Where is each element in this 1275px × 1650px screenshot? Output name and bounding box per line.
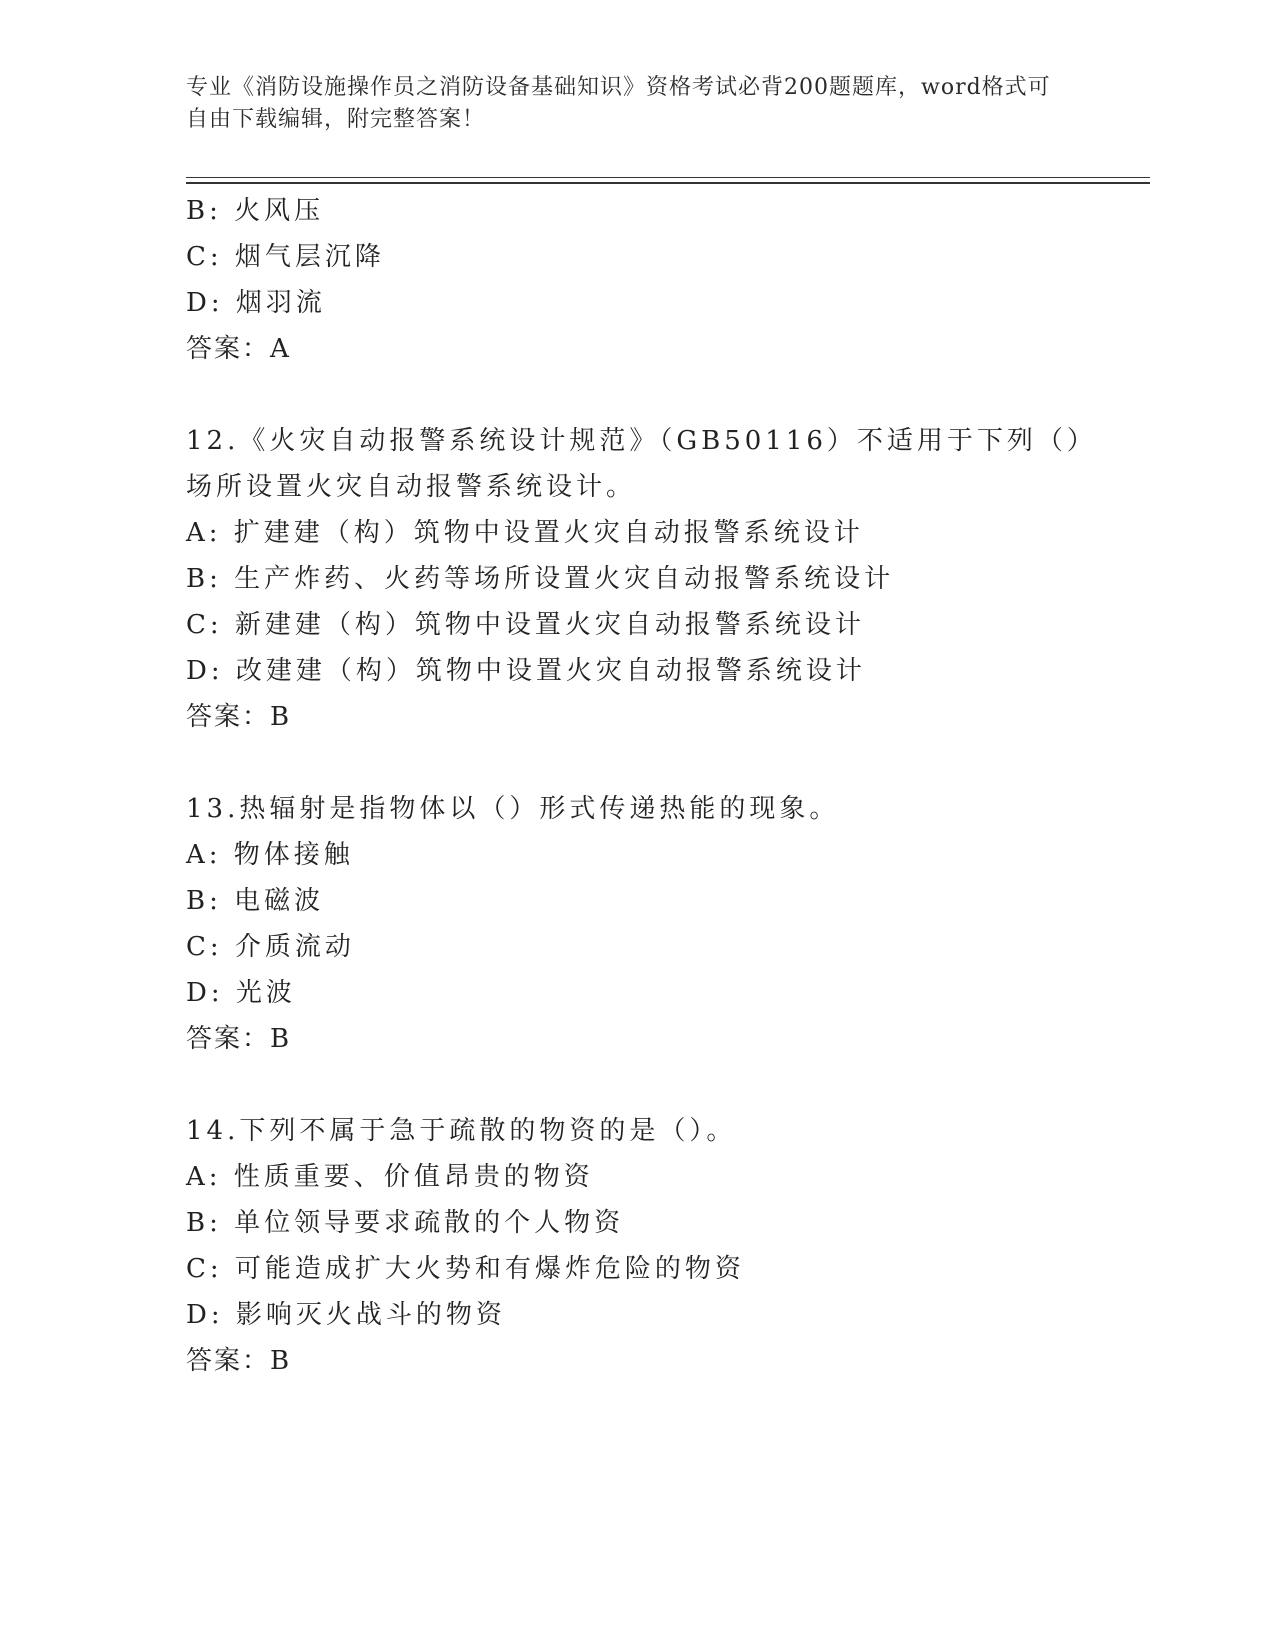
spacer — [186, 372, 1086, 418]
question-12 — [186, 418, 1086, 740]
spacer — [186, 1062, 1086, 1108]
option-b: B: 单位领导要求疏散的个人物资 — [186, 1208, 625, 1238]
document-header: 专业《消防设施操作员之消防设备基础知识》资格考试必背200题题库，word格式可自由下载编辑，附完整答案！ — [186, 75, 1051, 132]
question-stem: 14.下列不属于急于疏散的物资的是（）。 — [186, 1116, 737, 1146]
question-stem: 13.热辐射是指物体以（）形式传递热能的现象。 — [186, 794, 840, 824]
option-d: D: 影响灭火战斗的物资 — [186, 1300, 506, 1330]
option-b: B: 电磁波 — [186, 886, 325, 916]
spacer — [186, 740, 1086, 786]
option-d: D: 改建建（构）筑物中设置火灾自动报警系统设计 — [186, 656, 866, 686]
option-c: C: 新建建（构）筑物中设置火灾自动报警系统设计 — [186, 610, 865, 640]
option-c: C: 介质流动 — [186, 932, 355, 962]
option-a: A: 物体接触 — [186, 840, 354, 870]
option-d: D: 光波 — [186, 978, 296, 1008]
option-b: B: 火风压 — [186, 196, 325, 226]
answer-line: 答案：B — [186, 1346, 292, 1376]
question-stem: 12.《火灾自动报警系统设计规范》（GB50116）不适用于下列（）场所设置火灾自动报警系统设计。 — [186, 426, 1084, 502]
answer-line: 答案：B — [186, 702, 292, 732]
option-a: A: 性质重要、价值昂贵的物资 — [186, 1162, 594, 1192]
question-14 — [186, 1108, 1086, 1384]
question-13 — [186, 786, 1086, 1062]
option-a: A: 扩建建（构）筑物中设置火灾自动报警系统设计 — [186, 518, 864, 548]
answer-line: 答案：B — [186, 1024, 292, 1054]
header-rule-thin — [186, 177, 1150, 178]
question-list — [186, 188, 1086, 1384]
header-rule-thick — [186, 182, 1150, 184]
carryover-block — [186, 188, 1086, 372]
option-d: D: 烟羽流 — [186, 288, 326, 318]
option-b: B: 生产炸药、火药等场所设置火灾自动报警系统设计 — [186, 564, 895, 594]
option-c: C: 可能造成扩大火势和有爆炸危险的物资 — [186, 1254, 745, 1284]
answer-line: 答案：A — [186, 334, 291, 364]
option-c: C: 烟气层沉降 — [186, 242, 385, 272]
